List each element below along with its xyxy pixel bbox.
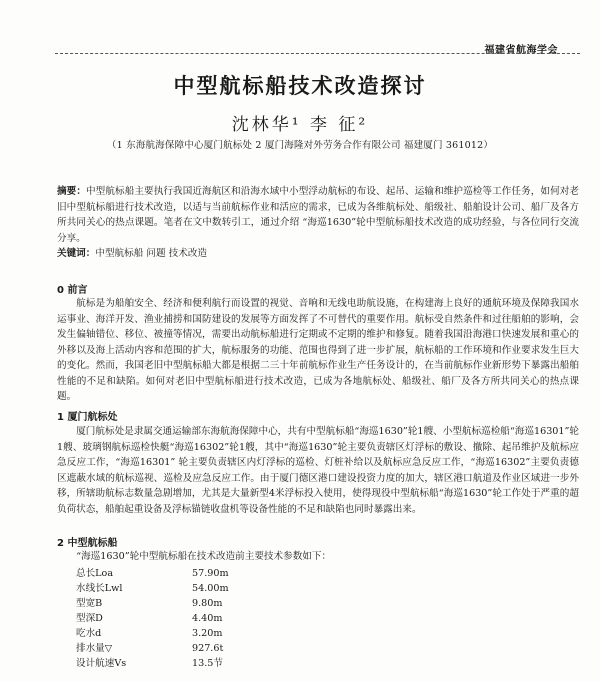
parameter-row	[76, 596, 336, 611]
parameter-value: 13.5节	[192, 658, 223, 669]
header-rule	[55, 53, 580, 54]
parameter-value: 4.40m	[192, 613, 223, 624]
parameter-name: 型深D	[76, 613, 103, 624]
keywords-label: 关键词：	[57, 248, 96, 259]
section-heading-vessel: 2 中型航标船	[57, 538, 118, 549]
paper-title: 中型航标船技术改造探讨	[173, 74, 427, 98]
abstract-label: 摘要：	[57, 186, 87, 197]
keywords-text: 中型航标船 问题 技术改造	[95, 248, 208, 259]
parameter-row	[76, 611, 336, 626]
parameter-value: 927.6t	[192, 643, 224, 654]
parameter-row	[76, 566, 336, 581]
parameter-name: 排水量▽	[76, 643, 113, 654]
parameter-value: 9.80m	[192, 598, 223, 609]
abstract	[57, 184, 579, 246]
section-heading-xiamen: 1 厦门航标处	[57, 412, 118, 423]
section-xiamen-paragraph: 厦门航标处是隶属交通运输部东海航海保障中心，共有中型航标船“海巡1630”轮1艘、小型航标巡检船“海巡16301”轮1艘、玻璃钢航标巡检快艇“海巡16302”轮1艘，其中“海巡1630”轮主要负责辖区灯浮标的敷设、撤除、起吊维护及航标应急反应工作，“海巡16301” 轮主要负责辖区内灯浮标的巡检、灯桩补给以及航标应急反应工作，“海巡16302”主要负责德区遮蔽水域的航标巡视、巡检及应急反应工作。由于厦门德区港口建设投资力度的加大，辖区港口航道及作业区域进一步外移，所辖助航标志数量急剧增加，尤其是大量新型4米浮标投入使用，使得现役中型航标船“海巡1630”轮工作处于严重的超负荷状态，船舶起重设备及浮标锚链收盘机等设备性能的不足和缺陷也同时暴露出来。	[57, 426, 579, 515]
parameter-value: 54.00m	[192, 583, 229, 594]
abstract-text: 中型航标船主要执行我国近海航区和沿海水域中小型浮动航标的布设、起吊、运输和维护巡检等工作任务，如何对老旧中型航标船进行技术改造，以适与当前航标作业和活应的需求，已成为各维航标处、船级社、船舶设计公司、船厂及各方所共同关心的热点课题。笔者在文中数转引工，通过介绍 “海巡1630”轮中型航标船技术改造的成功经验，与各位同行交流分享。	[57, 186, 580, 244]
parameter-value: 3.20m	[192, 628, 223, 639]
author-affiliation: （1 东海航海保障中心厦门航标处 2 厦门海隆对外劳务合作有限公司 福建厦门 361012）	[106, 140, 494, 151]
parameter-row	[76, 641, 336, 656]
section-preface-paragraph: 航标是为船舶安全、经济和便利航行而设置的视觉、音响和无线电助航设施，在构建海上良好的通航环境及保障我国水运事业、海洋开发、渔业捕捞和国防建设的发展等方面发挥了不可替代的重要作用。航标受自然条件和过往船舶的影响，会发生偏轴错位、移位、被撞等情况，需要出动航标船进行定期或不定期的维护和修复。随着我国沿海港口快速发展和重心的外移以及海上活动内容和范围的扩大，航标服务的功能、范围也得到了进一步扩展，航标船的工作环境和作业要求发生巨大的变化。然而，我国老旧中型航标船大都是根据二三十年前航标作业生产任务设计的，在当前航标作业新形势下暴露出船舶性能的不足和缺陷。如何对老旧中型航标船进行技术改造，已成为各地航标处、船级社、船厂及各方所共同关心的热点课题。	[57, 298, 579, 402]
parameter-name: 水线长Lwl	[76, 583, 123, 594]
parameter-name: 设计航速Vs	[76, 658, 127, 669]
parameter-row	[76, 581, 336, 596]
section-vessel-intro: “海巡1630”轮中型航标船在技术改造前主要技术参数如下：	[76, 551, 332, 562]
parameter-value: 57.90m	[192, 568, 229, 579]
parameter-row	[76, 626, 336, 641]
paper-authors: 沈林华¹ 李 征²	[231, 115, 369, 135]
parameter-name: 总长Loa	[76, 568, 114, 579]
parameter-list	[76, 566, 336, 671]
parameter-name: 型宽B	[76, 598, 103, 609]
parameter-name: 吃水d	[76, 628, 102, 639]
journal-name: 福建省航海学会	[484, 45, 558, 56]
keywords	[57, 246, 579, 262]
section-heading-preface: 0 前言	[57, 285, 88, 296]
parameter-row	[76, 656, 336, 671]
